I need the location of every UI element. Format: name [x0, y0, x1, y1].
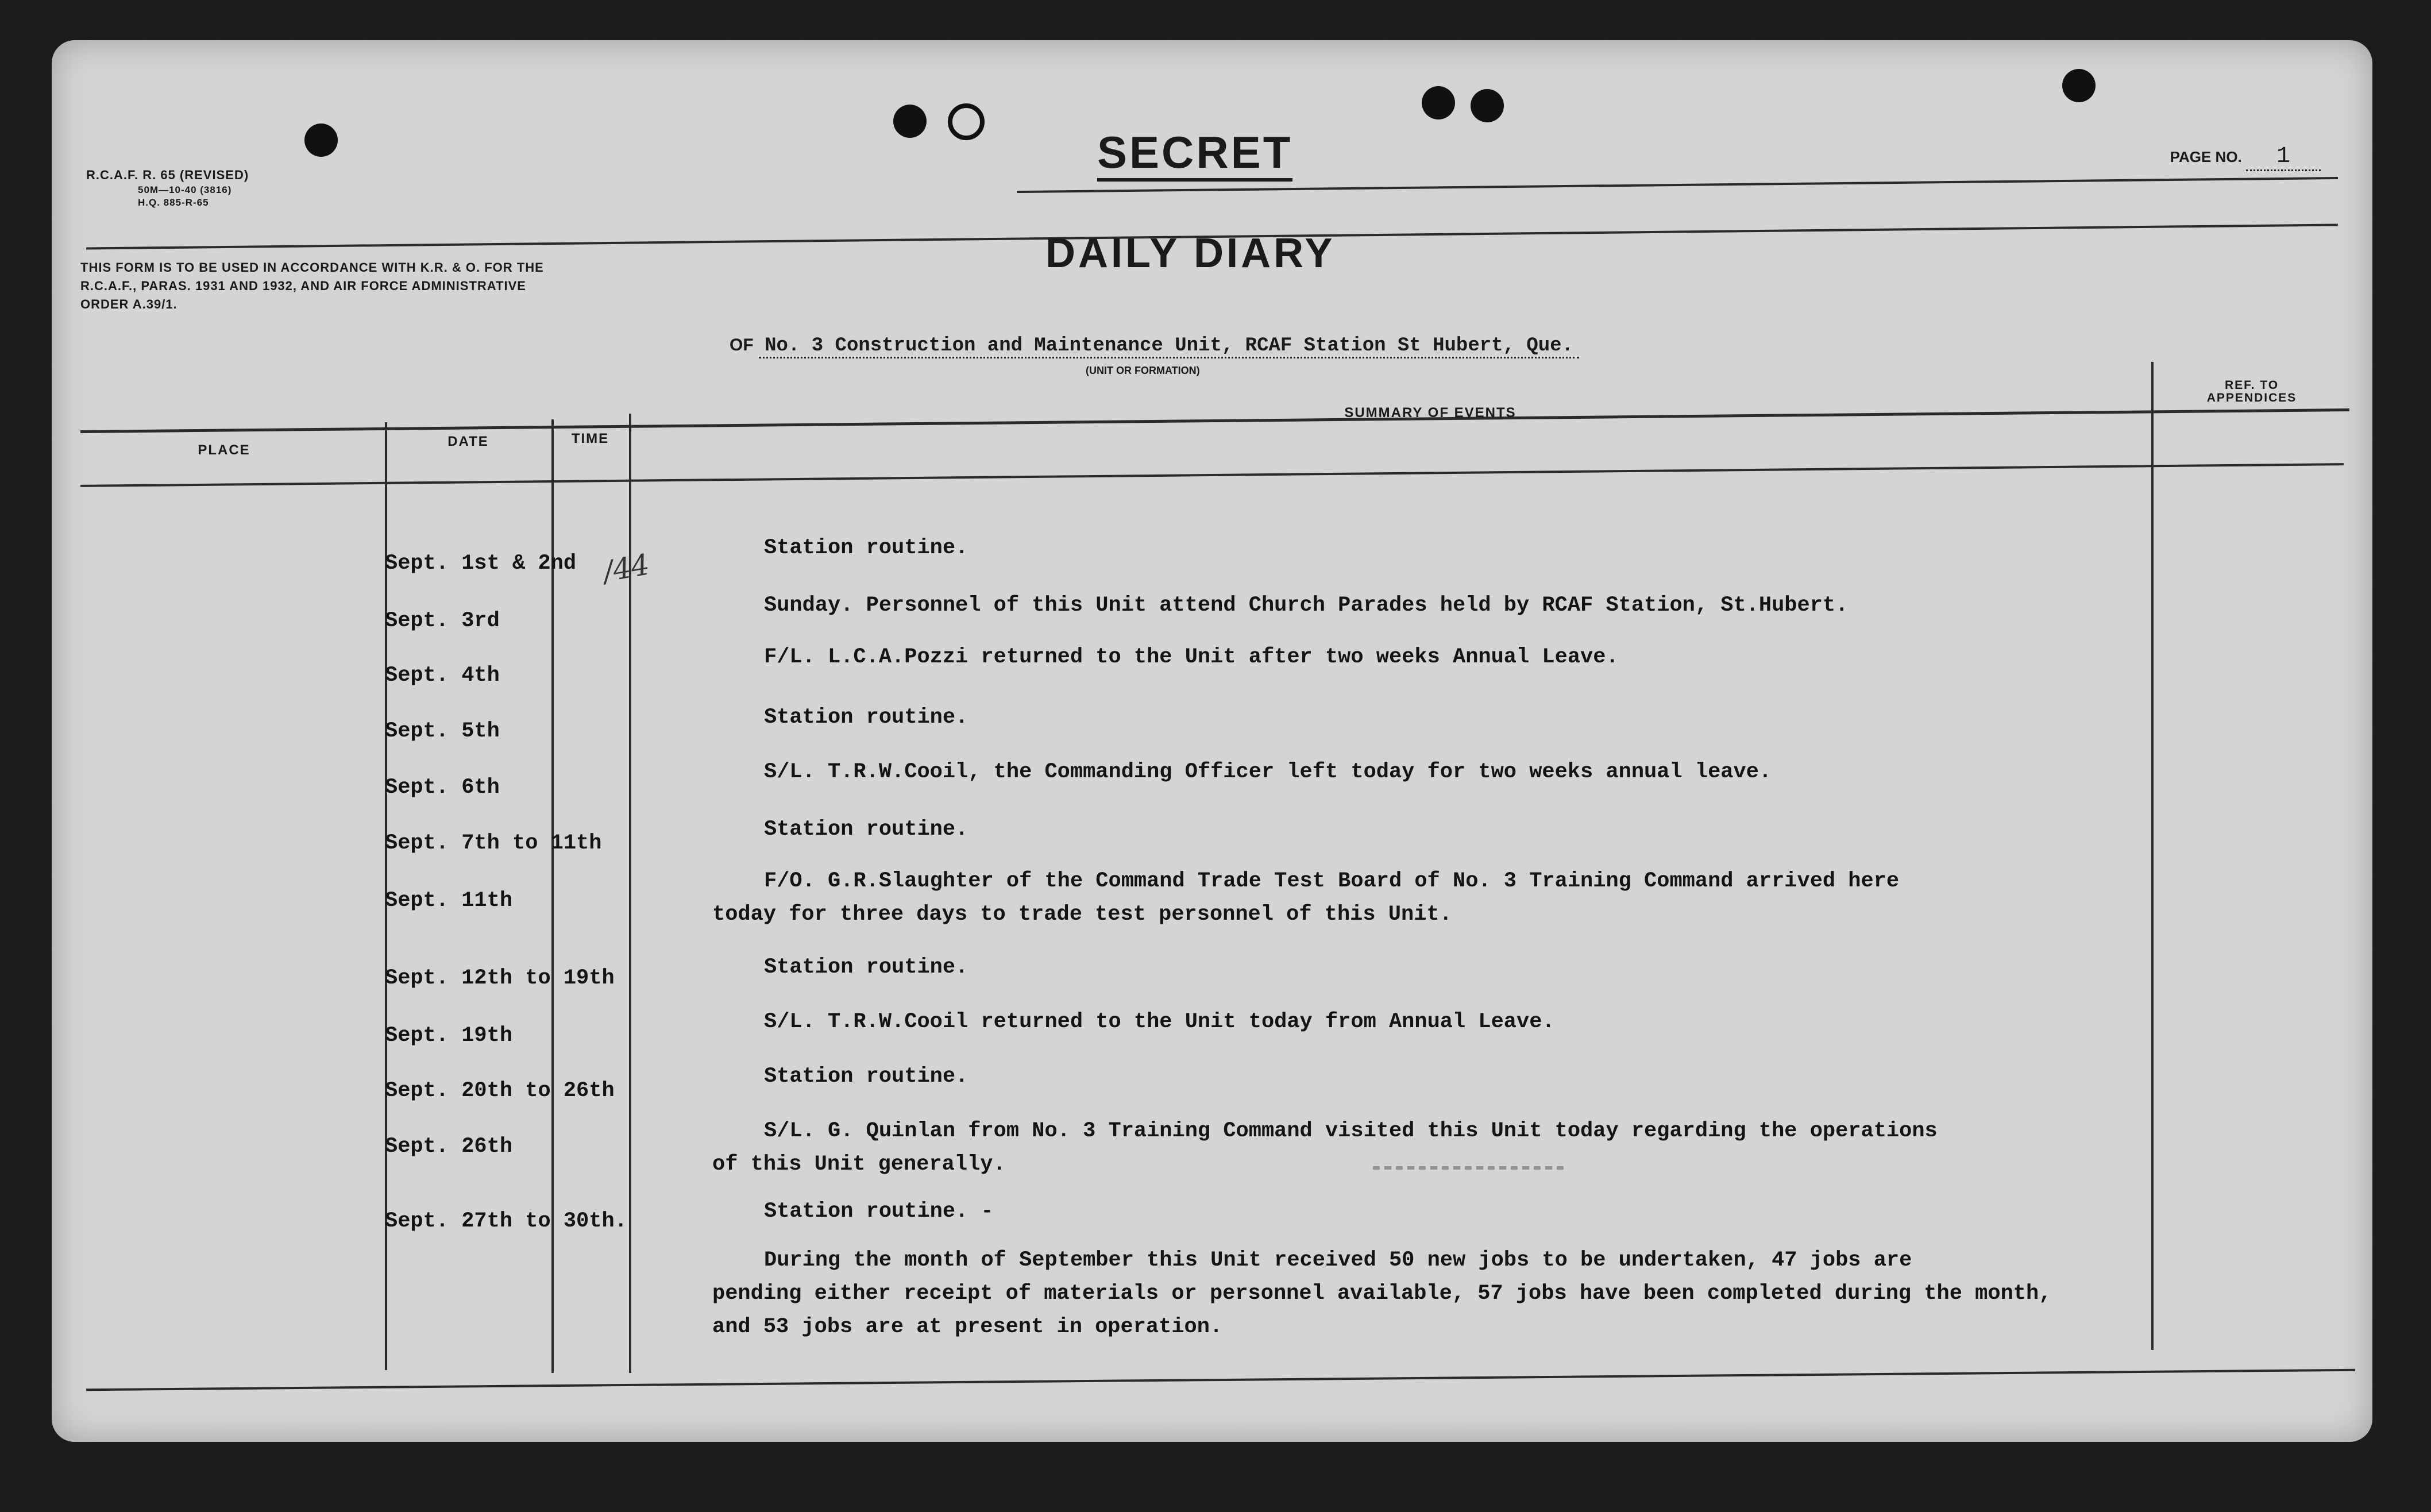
- form-identifier: [86, 167, 249, 209]
- date-entry: Sept. 27th to 30th.: [385, 1209, 627, 1233]
- column-divider: [2151, 362, 2154, 1350]
- column-header-date: DATE: [447, 434, 489, 449]
- classification-stamp: SECRET: [1097, 126, 1292, 182]
- unit-caption: (UNIT OR FORMATION): [1086, 365, 1200, 376]
- date-entry: Sept. 11th: [385, 889, 513, 913]
- column-header-summary: SUMMARY OF EVENTS: [1344, 405, 1517, 421]
- punch-hole: [304, 124, 338, 157]
- event-entry: [712, 531, 2079, 565]
- event-text: F/L. L.C.A.Pozzi returned to the Unit after two weeks Annual Leave.: [764, 645, 1619, 669]
- punch-hole: [1422, 86, 1455, 119]
- date-entry: Sept. 1st & 2nd: [385, 551, 577, 576]
- event-entry: [712, 951, 2079, 984]
- event-text: Station routine. -: [764, 1199, 994, 1224]
- event-text-continued: of this Unit generally.: [712, 1152, 1006, 1177]
- event-text: Station routine.: [764, 536, 968, 560]
- event-entry: [712, 641, 2079, 674]
- punch-hole: [1471, 89, 1504, 122]
- handwritten-annotation: /44: [600, 547, 652, 589]
- table-header-rule: [80, 463, 2344, 487]
- page-number: [2170, 144, 2321, 171]
- date-entry: Sept. 6th: [385, 776, 500, 800]
- event-text: Station routine.: [764, 817, 968, 842]
- event-entry: [712, 1005, 2079, 1039]
- form-number: R.C.A.F. R. 65 (REVISED): [86, 168, 249, 182]
- unit-value: No. 3 Construction and Maintenance Unit, RCAF Station St Hubert, Que.: [759, 335, 1579, 358]
- event-text: Sunday. Personnel of this Unit attend Church Parades held by RCAF Station, St.Hubert.: [764, 593, 1849, 618]
- ref-label-line-2: APPENDICES: [2206, 391, 2297, 404]
- date-entry: Sept. 4th: [385, 664, 500, 688]
- event-text: Station routine.: [764, 1064, 968, 1089]
- event-text: Station routine.: [764, 705, 968, 730]
- event-entry: [712, 865, 2079, 931]
- event-text: S/L. T.R.W.Cooil returned to the Unit today from Annual Leave.: [764, 1010, 1555, 1034]
- page-number-label: PAGE NO.: [2170, 148, 2242, 165]
- event-entry: [712, 1114, 2079, 1181]
- punch-hole: [948, 103, 985, 140]
- punch-hole: [2062, 69, 2096, 102]
- event-entry: [712, 813, 2079, 846]
- event-text: F/O. G.R.Slaughter of the Command Trade Test Board of No. 3 Training Command arrived here: [764, 869, 1900, 893]
- column-header-place: PLACE: [198, 442, 250, 458]
- date-entry: Sept. 12th to 19th: [385, 966, 615, 990]
- date-entry: Sept. 20th to 26th: [385, 1079, 615, 1103]
- unit-of-label: OF: [730, 335, 754, 354]
- event-entry: [712, 1244, 2079, 1344]
- event-entry: [712, 755, 2079, 789]
- form-code-2: H.Q. 885-R-65: [138, 197, 209, 208]
- date-entry: Sept. 7th to 11th: [385, 831, 602, 855]
- event-entry: [712, 701, 2079, 734]
- page-number-value: 1: [2246, 144, 2321, 171]
- faint-mark: [1373, 1166, 1568, 1170]
- event-text-continued: pending either receipt of materials or personnel available, 57 jobs have been completed during the month, and 53 jobs are at present in operation.: [712, 1282, 2052, 1339]
- date-entry: Sept. 3rd: [385, 609, 500, 633]
- date-entry: Sept. 19th: [385, 1024, 513, 1048]
- ref-label-line-1: REF. TO: [2224, 379, 2279, 392]
- event-text-continued: today for three days to trade test personnel of this Unit.: [712, 902, 1452, 927]
- unit-line: [730, 333, 1579, 357]
- event-entry: [712, 1195, 2079, 1228]
- event-entry: [712, 1060, 2079, 1093]
- diary-sheet: [52, 40, 2372, 1442]
- event-text: S/L. G. Quinlan from No. 3 Training Command visited this Unit today regarding the operations: [764, 1119, 1938, 1143]
- event-text: During the month of September this Unit received 50 new jobs to be undertaken, 47 jobs are: [764, 1248, 1912, 1272]
- column-header-ref: [2166, 379, 2338, 404]
- column-header-time: TIME: [571, 431, 609, 446]
- event-entry: [712, 589, 2079, 622]
- punch-hole: [893, 105, 927, 138]
- date-entry: Sept. 5th: [385, 719, 500, 743]
- page-title: DAILY DIARY: [1045, 230, 1336, 276]
- form-code-1: 50M—10-40 (3816): [138, 184, 232, 195]
- date-entry: Sept. 26th: [385, 1135, 513, 1159]
- table-bottom-rule: [86, 1369, 2355, 1391]
- form-instructions: THIS FORM IS TO BE USED IN ACCORDANCE WITH K.R. & O. FOR THE R.C.A.F., PARAS. 1931 AND 1932, AND AIR FORCE ADMINISTRATIVE ORDER A.39/1.: [80, 260, 544, 311]
- event-text: S/L. T.R.W.Cooil, the Commanding Officer left today for two weeks annual leave.: [764, 760, 1772, 784]
- event-text: Station routine.: [764, 955, 968, 979]
